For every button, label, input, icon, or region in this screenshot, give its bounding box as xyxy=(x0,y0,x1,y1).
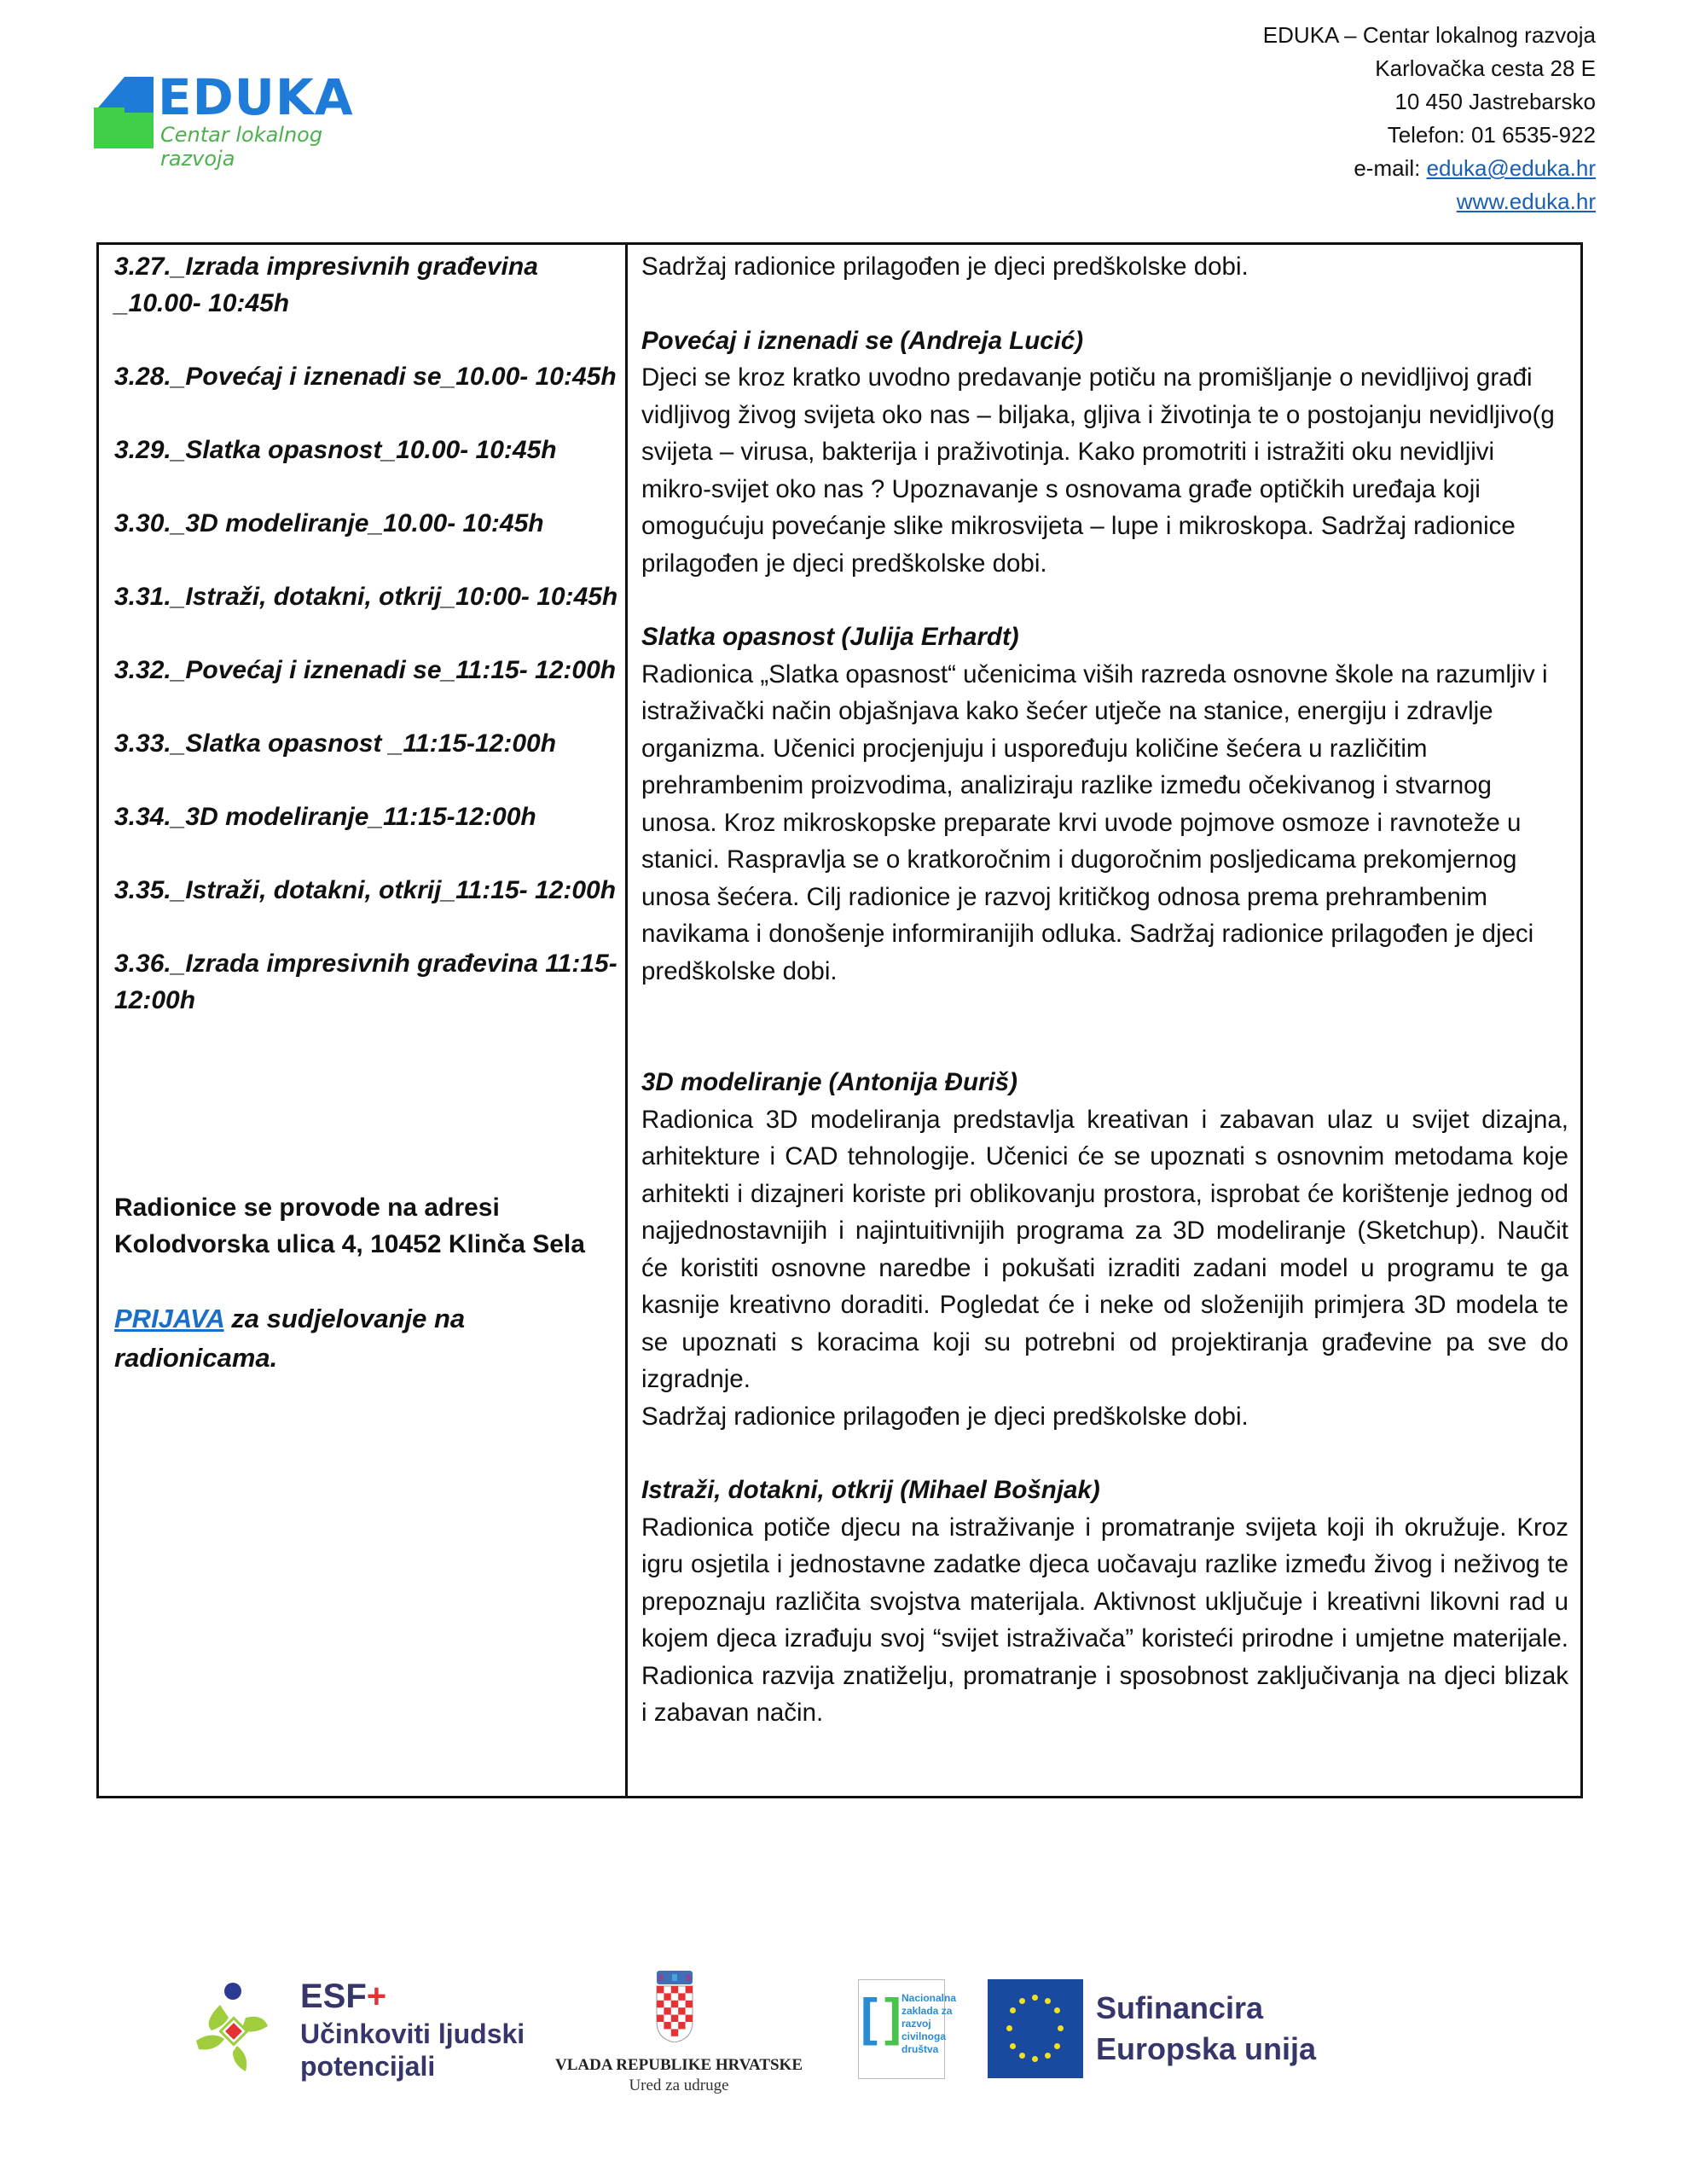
bracket-left-icon: [ xyxy=(861,1989,878,2046)
workshop-table xyxy=(96,242,1583,1798)
signup-link[interactable]: PRIJAVA xyxy=(114,1304,224,1333)
contact-street: Karlovačka cesta 28 E xyxy=(1375,55,1596,81)
bracket-right-icon: ] xyxy=(884,1989,901,2046)
nzcd-text: Nacionalna zaklada za razvoj civilnoga društva xyxy=(901,1992,957,2055)
workshop-body: Djeci se kroz kratko uvodno predavanje potiču na promišljanje o nevidljivoj građi vidljivog živog svijeta oko nas – biljaka, gljiva i životinja te o postojanju nevidljivo(g svijeta – virusa, bakterija i praživotinja. Kako promotriti i istražiti oku nevidljivi mikro-svijet oko nas ? Upoznavanje s osnovama građe optičkih uređaja koji omogućuju povećanje slike mikrosvijeta – lupe i mikroskopa. Sadržaj radionice prilagođen je djeci predškolske dobi. xyxy=(641,363,1555,578)
eu-flag-icon xyxy=(988,1979,1083,2078)
esf-line-2: potencijali xyxy=(300,2051,436,2082)
session-item: 3.31._Istraži, dotakni, otkrij_10:00- 10:45h xyxy=(114,583,618,611)
contact-org: EDUKA – Centar lokalnog razvoja xyxy=(1262,22,1596,48)
workshop-body: Radionica potiče djecu na istraživanje i promatranje svijeta koji ih okružuje. Kroz igru osjetila i jednostavne zadatke djeca uočavaju razlike između živog i neživog te prepoznaju različita svojstva materijala. Aktivnost uključuje i kreativni likovni rad u kojem djeca izrađuju svoj “svijet istraživača” koristeći prirodne i umjetne materijale. Radionica razvija znatiželju, promatranje i sposobnost zaključivanja na djeci blizak i zabavan način. xyxy=(641,1513,1568,1727)
intro-text: Sadržaj radionice prilagođen je djeci predškolske dobi. xyxy=(641,253,1249,281)
vlada-logo xyxy=(551,1971,807,2099)
logo-green-square xyxy=(94,113,154,148)
description-column xyxy=(628,245,1580,1796)
contact-email-row xyxy=(1263,152,1596,185)
workshop-title: Povećaj i iznenadi se (Andreja Lucić) xyxy=(641,326,1084,355)
session-item: 3.30._3D modeliranje_10.00- 10:45h xyxy=(114,509,544,537)
session-item: 3.33._Slatka opasnost _11:15-12:00h xyxy=(114,729,557,758)
session-item: 3.36._Izrada impresivnih građevina 11:15-12:00h xyxy=(114,950,617,1014)
website-link[interactable]: www.eduka.hr xyxy=(1456,189,1596,214)
session-item: 3.34._3D modeliranje_11:15-12:00h xyxy=(114,803,536,831)
venue-line-1: Radionice se provode na adresi xyxy=(114,1194,500,1222)
logo-wordmark: EDUKA xyxy=(158,68,354,126)
eu-line-2: Europska unija xyxy=(1096,2031,1317,2066)
contact-block xyxy=(1263,19,1596,218)
workshop-title: Slatka opasnost (Julija Erhardt) xyxy=(641,623,1019,651)
signup-text xyxy=(114,1299,625,1378)
eu-line-1: Sufinancira xyxy=(1096,1990,1264,2025)
esf-title: ESF+ xyxy=(300,1978,387,2015)
esf-logo xyxy=(194,1971,536,2090)
contact-city: 10 450 Jastrebarsko xyxy=(1394,89,1596,114)
session-item: 3.29._Slatka opasnost_10.00- 10:45h xyxy=(114,436,557,464)
footer-logos xyxy=(0,1937,1687,2107)
logo-blue-square xyxy=(125,77,154,113)
session-item: 3.35._Istraži, dotakni, otkrij_11:15- 12:00h xyxy=(114,876,617,904)
esf-line-1: Učinkoviti ljudski xyxy=(300,2018,525,2049)
vlada-line-2: Ured za udruge xyxy=(629,2077,729,2094)
workshop-title: Istraži, dotakni, otkrij (Mihael Bošnjak) xyxy=(641,1476,1100,1504)
workshop-title: 3D modeliranje (Antonija Đuriš) xyxy=(641,1068,1017,1096)
session-item: 3.27._Izrada impresivnih građevina _10.00- 10:45h xyxy=(114,253,538,317)
contact-website-row xyxy=(1263,185,1596,218)
workshop-body: Radionica „Slatka opasnost“ učenicima viših razreda osnovne škole na razumljiv i istraživački način objašnjava kako šećer utječe na stanice, energiju i zdravlje organizma. Učenici procjenjuju i uspoređuju količine šećera u različitim prehrambenim proizvodima, analiziraju razlike između očekivanog i stvarnog unosa. Kroz mikroskopske preparate krvi uvode pojmove osmoze i ravnoteže u stanici. Raspravlja se o kratkoročnim i dugoročnim posljedicama prekomjernog unosa šećera. Cilj radionice je razvoj kritičkog odnosa prema prehrambenim navikama i donošenje informiranijih odluka. Sadržaj radionice prilagođen je djeci predškolske dobi. xyxy=(641,659,1548,985)
eu-cofinance-text xyxy=(1096,1988,1316,2070)
eduka-logo xyxy=(94,68,367,171)
email-link[interactable]: eduka@eduka.hr xyxy=(1426,155,1596,181)
nzcd-logo xyxy=(858,1979,957,2079)
logo-tagline: Centar lokalnog razvoja xyxy=(160,123,323,171)
workshop-body: Radionica 3D modeliranja predstavlja kreativan i zabavan ulaz u svijet dizajna, arhitekture i CAD tehnologije. Učenici će se upoznati s osnovnim metodama koje arhitekti i dizajneri koriste pri oblikovanju prostora, isprobat će korištenje jednog od najjednostavnijih i najintuitivnijih programa za 3D modeliranje (Sketchup). Naučit će koristiti osnovne naredbe i pokušati izraditi zadani model u programu te ga kasnije kreativno doraditi. Pogledat će i neke od složenijih primjera 3D modela te se upoznati s koracima koji su potrebni od projektiranja građevine pa sve do izgradnje. xyxy=(641,1105,1568,1393)
workshop-note: Sadržaj radionice prilagođen je djeci predškolske dobi. xyxy=(641,1402,1249,1431)
vlada-line-1: VLADA REPUBLIKE HRVATSKE xyxy=(554,2056,803,2074)
venue-line-2: Kolodvorska ulica 4, 10452 Klinča Sela xyxy=(114,1230,585,1258)
signup-rest: za sudjelovanje na radionicama. xyxy=(114,1304,466,1373)
session-item: 3.28._Povećaj i iznenadi se_10.00- 10:45h xyxy=(114,363,617,391)
schedule-column xyxy=(99,245,628,1796)
session-item: 3.32._Povećaj i iznenadi se_11:15- 12:00h xyxy=(114,656,617,684)
email-label: e-mail: xyxy=(1354,155,1427,181)
esf-figure-icon xyxy=(194,1979,271,2073)
croatian-coat-of-arms-icon xyxy=(653,1971,696,2042)
contact-phone: Telefon: 01 6535-922 xyxy=(1387,122,1596,148)
